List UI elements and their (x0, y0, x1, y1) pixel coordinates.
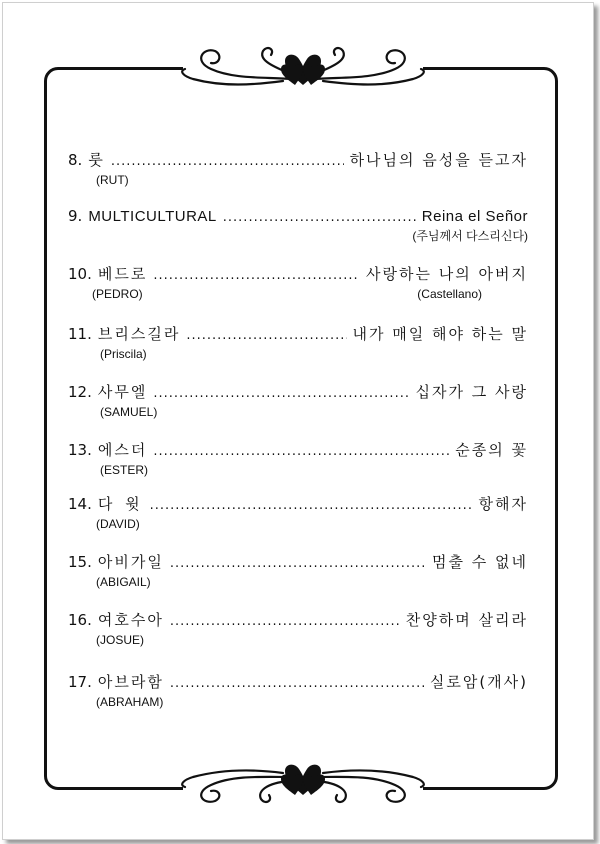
performer-english-name: (ABRAHAM) (96, 695, 164, 709)
performer-name: 사무엘 (97, 383, 148, 401)
dot-leader (153, 266, 360, 286)
performer-english-name: (SAMUEL) (100, 405, 158, 419)
program-entry-11 (68, 324, 528, 362)
program-entry-10 (68, 264, 528, 302)
song-title: 십자가 그 사랑 (415, 383, 528, 401)
song-title: 실로암(개사) (429, 673, 528, 691)
performer-english-name: (RUT) (96, 173, 129, 187)
performer-name: 아비가일 (97, 553, 164, 571)
song-subtitle: (Castellano) (417, 287, 482, 301)
program-entry-8 (68, 150, 528, 188)
entry-number: 16. (68, 611, 92, 629)
dot-leader (153, 442, 449, 462)
program-entry-14 (68, 494, 528, 532)
song-title: 멈출 수 없네 (432, 553, 528, 571)
performer-name: MULTICULTURAL (88, 208, 217, 225)
bottom-heart-ornament-icon (163, 755, 443, 811)
dot-leader (170, 554, 426, 574)
entry-number: 12. (68, 383, 92, 401)
song-title: 항해자 (478, 495, 528, 513)
performer-english-name: (ESTER) (100, 463, 148, 477)
dot-leader (150, 496, 473, 516)
dot-leader (170, 674, 424, 694)
song-title: 순종의 꽃 (455, 441, 528, 459)
program-entry-16 (68, 610, 528, 648)
song-title: 하나님의 음성을 듣고자 (349, 151, 528, 169)
performer-english-name: (DAVID) (96, 517, 140, 531)
program-entry-12 (68, 382, 528, 420)
entry-number: 10. (68, 265, 92, 283)
performer-english-name: (Priscila) (100, 347, 147, 361)
dot-leader (153, 384, 409, 404)
dot-leader (223, 208, 416, 228)
dot-leader (186, 326, 346, 346)
song-title: Reina el Señor (421, 208, 528, 225)
entry-number: 14. (68, 495, 92, 513)
entry-number: 8. (68, 151, 83, 169)
entry-number: 11. (68, 325, 92, 343)
performer-name: 다 윗 (97, 495, 144, 513)
program-page (2, 2, 594, 840)
song-title: 내가 매일 해야 하는 말 (352, 325, 528, 343)
dot-leader (170, 612, 400, 632)
entry-number: 17. (68, 673, 92, 691)
entry-number: 9. (68, 207, 83, 225)
performer-name: 베드로 (97, 265, 148, 283)
song-subtitle: (주님께서 다스리신다) (412, 229, 528, 243)
program-entry-9 (68, 206, 528, 244)
entry-number: 15. (68, 553, 92, 571)
performer-name: 룻 (88, 151, 105, 169)
program-entry-13 (68, 440, 528, 478)
performer-name: 에스더 (97, 441, 148, 459)
program-entry-15 (68, 552, 528, 590)
song-title: 찬양하며 살리라 (405, 611, 528, 629)
dot-leader (111, 152, 344, 172)
performer-english-name: (JOSUE) (96, 633, 144, 647)
entry-number: 13. (68, 441, 92, 459)
top-heart-ornament-icon (163, 39, 443, 95)
program-entry-17 (68, 672, 528, 710)
song-title: 사랑하는 나의 아버지 (366, 265, 528, 283)
performer-english-name: (PEDRO) (92, 287, 143, 301)
performer-name: 여호수아 (97, 611, 164, 629)
performer-name: 브리스길라 (97, 325, 181, 343)
performer-english-name: (ABIGAIL) (96, 575, 151, 589)
performer-name: 아브라함 (97, 673, 164, 691)
